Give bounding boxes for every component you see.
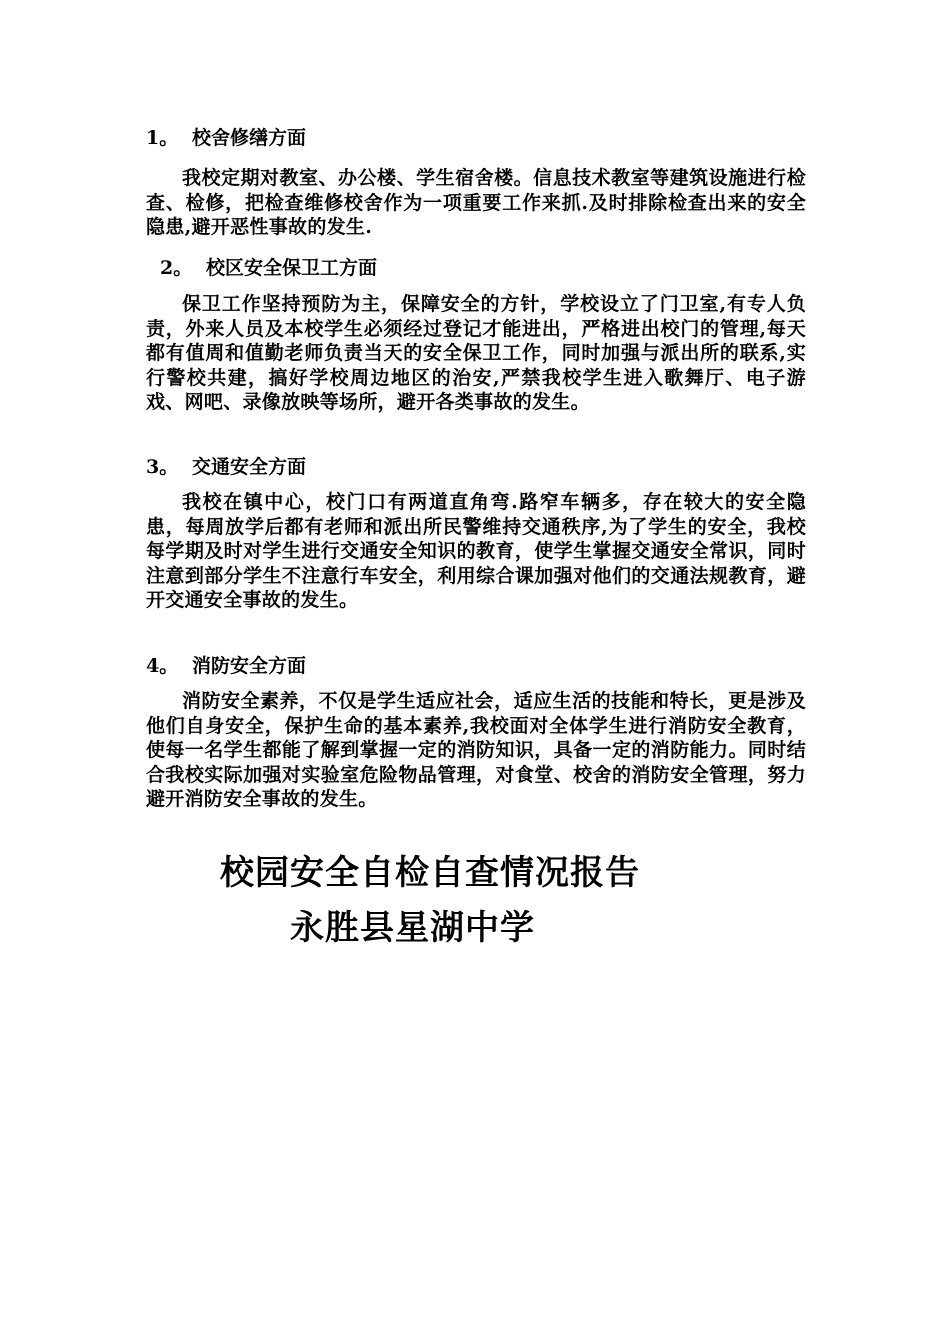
section-1-title: 校舍修缮方面 — [192, 127, 307, 149]
section-1-number: 1。 — [146, 127, 179, 149]
section-2-heading — [160, 256, 377, 280]
section-4-heading — [146, 654, 306, 678]
section-1-heading — [146, 126, 306, 150]
section-3-title: 交通安全方面 — [192, 456, 307, 478]
section-4-body: 消防安全素养，不仅是学生适应社会，适应生活的技能和特长，更是涉及他们自身安全，保护生命的基本素养,我校面对全体学生进行消防安全教育，使每一名学生都能了解到掌握一定的消防知识，具备一定的消防能力。同时结合我校实际加强对实验室危险物品管理，对食堂、校舍的消防安全管理，努力避开消防安全事故的发生。 — [146, 690, 806, 811]
section-2-number: 2。 — [160, 257, 193, 279]
report-title: 校园安全自检自查情况报告 — [220, 853, 640, 893]
section-4-number: 4。 — [146, 655, 179, 677]
section-3-body: 我校在镇中心，校门口有两道直角弯.路窄车辆多，存在较大的安全隐患，每周放学后都有老师和派出所民警维持交通秩序,为了学生的安全，我校每学期及时对学生进行交通安全知识的教育，使学生掌握交通安全常识，同时注意到部分学生不注意行车安全，利用综合课加强对他们的交通法规教育，避开交通安全事故的发生。 — [146, 491, 806, 612]
section-2-body: 保卫工作坚持预防为主，保障安全的方针，学校设立了门卫室,有专人负责，外来人员及本校学生必须经过登记才能进出，严格进出校门的管理,每天都有值周和值勤老师负责当天的安全保卫工作，同时加强与派出所的联系,实行警校共建，搞好学校周边地区的治安,严禁我校学生进入歌舞厅、电子游戏、网吧、录像放映等场所，避开各类事故的发生。 — [146, 293, 806, 414]
section-3-heading — [146, 455, 306, 479]
section-2-title: 校区安全保卫工方面 — [206, 257, 378, 279]
school-name: 永胜县星湖中学 — [290, 908, 535, 948]
section-1-body: 我校定期对教室、办公楼、学生宿舍楼。信息技术教室等建筑设施进行检查、检修，把检查维修校舍作为一项重要工作来抓.及时排除检查出来的安全隐患,避开恶性事故的发生. — [146, 167, 806, 239]
section-4-title: 消防安全方面 — [192, 655, 307, 677]
section-3-number: 3。 — [146, 456, 179, 478]
